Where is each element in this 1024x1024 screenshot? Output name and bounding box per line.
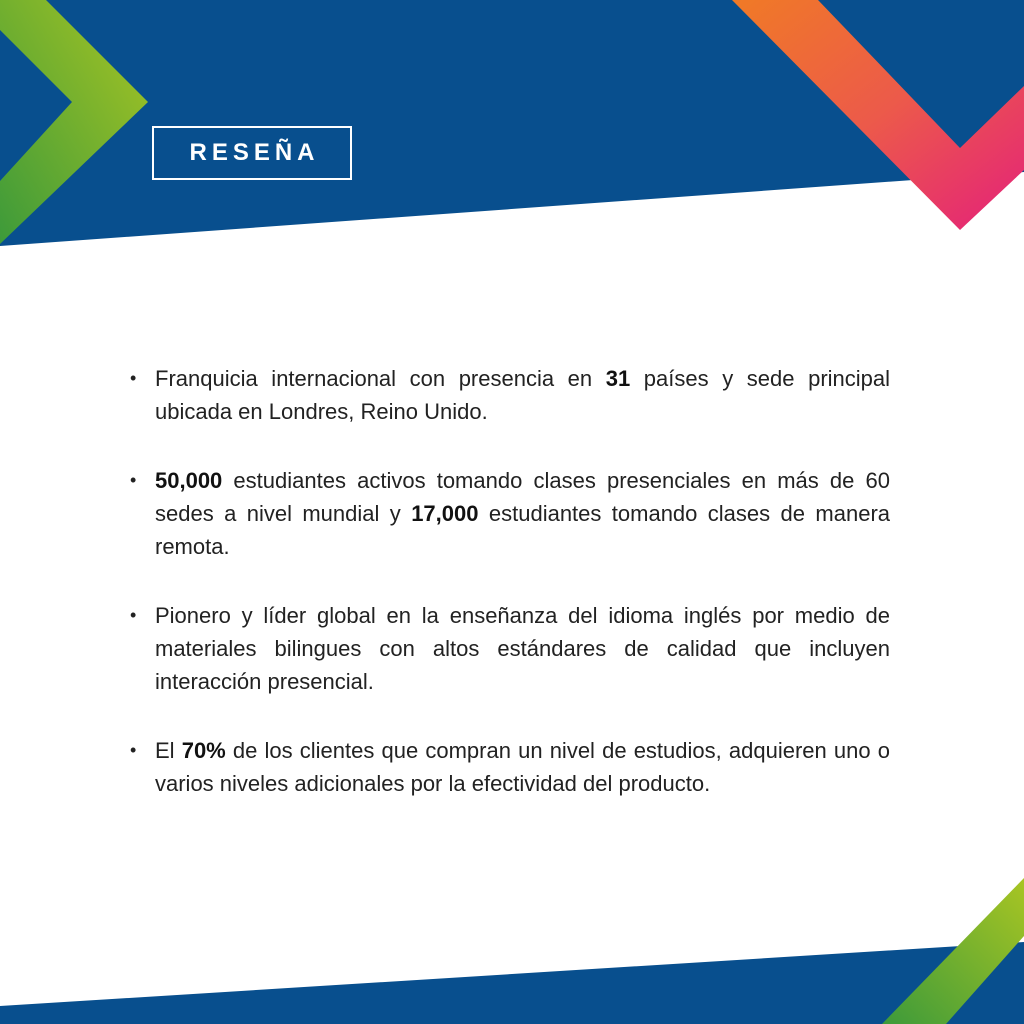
- bullet-marker: •: [130, 605, 137, 625]
- bullet-text: estudiantes tomando clases de manera remota.: [155, 501, 890, 559]
- bullet-item: [126, 734, 890, 800]
- highlight-figure: 31: [605, 366, 631, 391]
- bullet-text: estudiantes activos tomando clases presenciales en más de 60 sedes a nivel mundial y: [155, 468, 890, 526]
- bullet-text: de los clientes que compran un nivel de estudios, adquieren uno o varios niveles adicionales por la efectividad del producto.: [155, 738, 890, 796]
- bullet-item: [126, 362, 890, 428]
- bullet-list: [126, 362, 890, 836]
- highlight-figure: 70%: [181, 738, 226, 763]
- bullet-item: [126, 464, 890, 563]
- bullet-text: El: [155, 738, 182, 763]
- highlight-figure: 50,000: [155, 468, 223, 493]
- bullet-marker: •: [130, 368, 137, 388]
- highlight-figure: 17,000: [411, 501, 479, 526]
- bullet-marker: •: [130, 470, 137, 490]
- bullet-item: [126, 599, 890, 698]
- bullet-text: Franquicia internacional con presencia en: [155, 366, 606, 391]
- bullet-marker: •: [130, 740, 137, 760]
- bullet-text: Pionero y líder global en la enseñanza del idioma inglés por medio de materiales bilingues con altos estándares de calidad que incluyen interacción presencial.: [155, 603, 890, 694]
- page-title: RESEÑA: [152, 126, 352, 180]
- bullet-text: países y sede principal ubicada en Londres, Reino Unido.: [155, 366, 891, 424]
- bottom-navy-band: [0, 942, 1024, 1024]
